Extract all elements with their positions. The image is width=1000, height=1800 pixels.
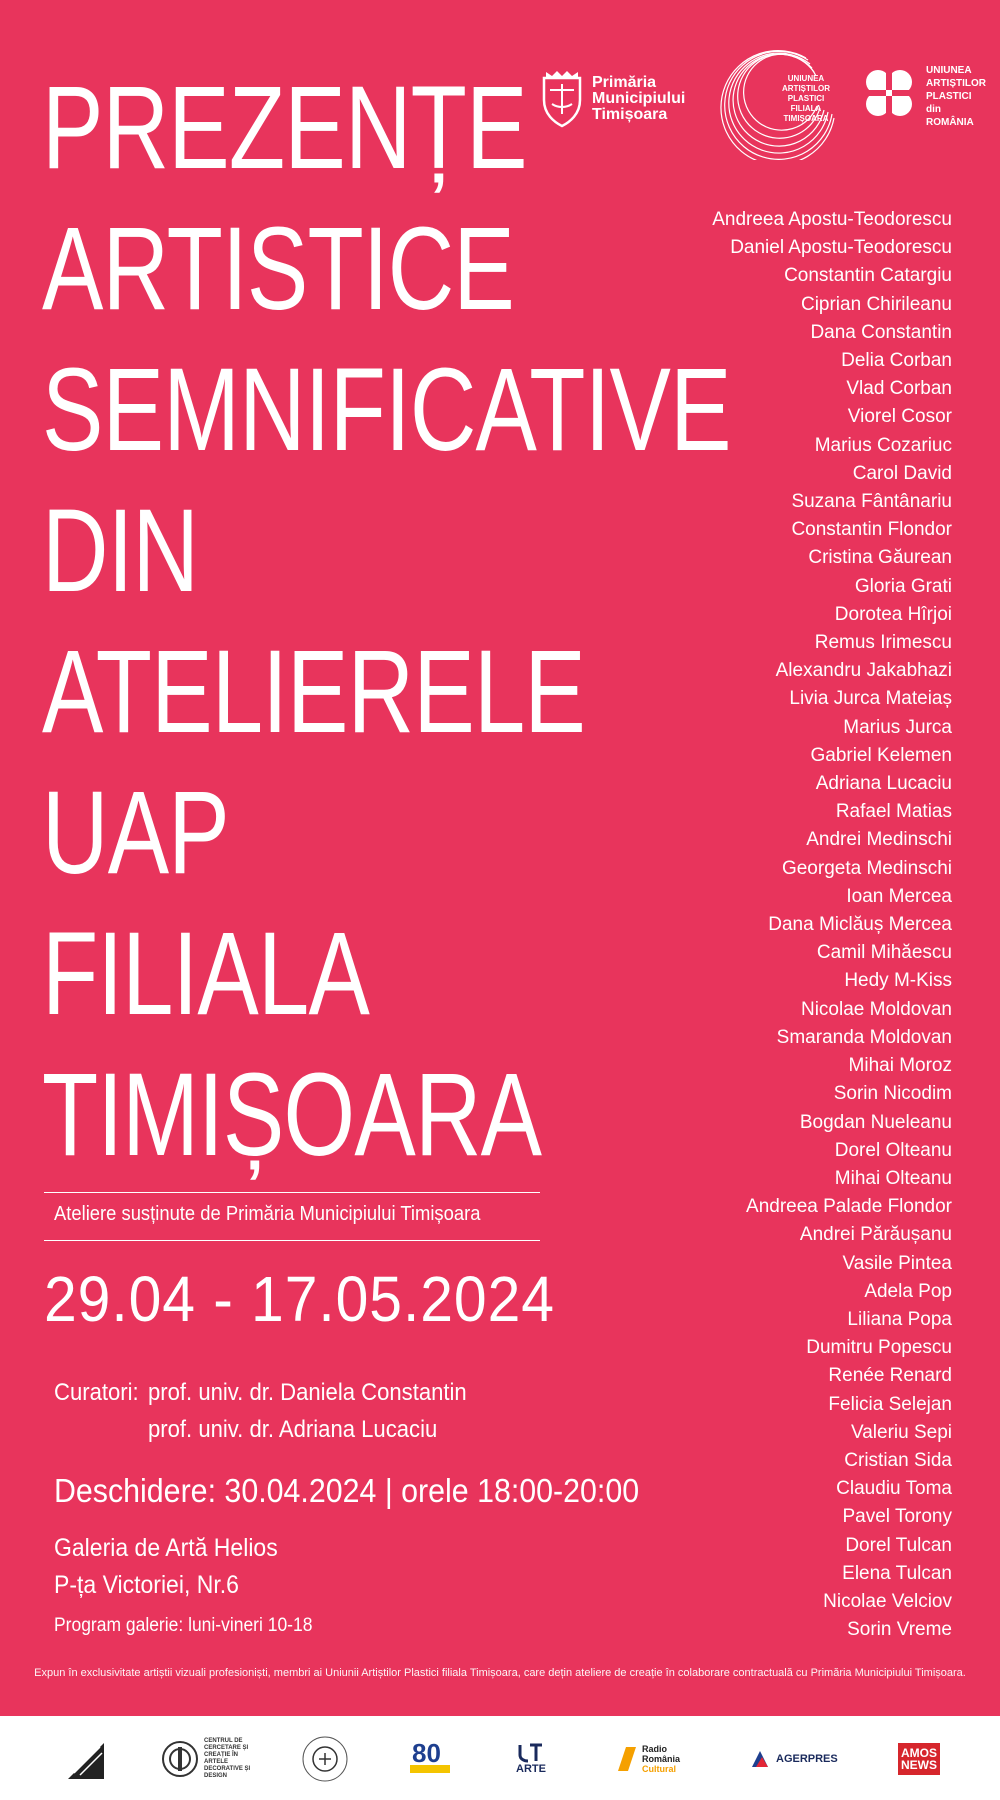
- artist-name: Constantin Flondor: [791, 519, 952, 541]
- gallery-hours: Program galerie: luni-vineri 10-18: [54, 1615, 313, 1636]
- artist-name: Constantin Catargiu: [784, 265, 952, 287]
- artist-name: Dumitru Popescu: [806, 1337, 952, 1359]
- primaria-logo-line: Primăria: [592, 74, 657, 91]
- curator-name: prof. univ. dr. Adriana Lucaciu: [148, 1416, 438, 1443]
- uap-romania-line: ARTIȘTILOR: [926, 78, 986, 89]
- artist-name: Hedy M-Kiss: [844, 970, 952, 992]
- uap-filiala-line: TIMIȘOARA: [783, 114, 829, 123]
- artist-name: Sorin Nicodim: [833, 1083, 952, 1105]
- uap-filiala-line: ARTIȘTILOR: [782, 84, 830, 93]
- artist-name: Gabriel Kelemen: [810, 744, 952, 766]
- radio-romania-icon: [616, 1745, 638, 1773]
- centrul-line: DESIGN: [204, 1773, 228, 1779]
- title-line: DIN: [42, 485, 199, 617]
- subtitle: Ateliere susținute de Primăria Municipiului Timișoara: [54, 1203, 481, 1225]
- amos-line: NEWS: [901, 1758, 937, 1772]
- curator-name: prof. univ. dr. Daniela Constantin: [148, 1379, 467, 1406]
- artist-name: Claudiu Toma: [836, 1478, 952, 1500]
- artist-name: Dana Miclăuș Mercea: [768, 914, 952, 936]
- artist-name: Cristian Sida: [844, 1449, 952, 1471]
- artist-name: Alexandru Jakabhazi: [775, 660, 952, 682]
- radio-line: România: [642, 1754, 681, 1764]
- uap-filiala-line: PLASTICI: [787, 94, 825, 103]
- uap-filiala-line: FILIALA: [790, 104, 822, 113]
- artist-name: Felicia Selejan: [828, 1393, 952, 1415]
- centrul-cercetare-text: [204, 1738, 250, 1780]
- uap-romania-line: UNIUNEA: [926, 65, 972, 76]
- title-line: UAP: [42, 767, 229, 899]
- artist-name: Elena Tulcan: [842, 1562, 952, 1584]
- sponsor-radio-romania-cultural: [616, 1736, 680, 1782]
- radio-line: Cultural: [642, 1764, 677, 1774]
- eighty-text: 80: [412, 1738, 441, 1768]
- title-line: ARTISTICE: [42, 203, 515, 335]
- artist-name: Pavel Torony: [842, 1506, 952, 1528]
- exhibition-dates: 29.04 - 17.05.2024: [44, 1263, 555, 1335]
- uvt-arte-mark: [516, 1743, 546, 1775]
- uap-romania-logo: [860, 64, 986, 129]
- uap-filiala-logo-text: [776, 74, 836, 124]
- artist-name: Viorel Cosor: [847, 406, 952, 428]
- artist-name: Dana Constantin: [810, 321, 952, 343]
- artist-name: Carol David: [852, 462, 952, 484]
- radio-line: Radio: [642, 1744, 668, 1754]
- opening-info: Deschidere: 30.04.2024 | orele 18:00-20:00: [54, 1472, 640, 1509]
- artist-name: Delia Corban: [841, 350, 952, 372]
- artist-name: Ioan Mercea: [846, 885, 952, 907]
- divider-top: [44, 1192, 540, 1193]
- artist-name: Camil Mihăescu: [816, 942, 952, 964]
- artist-name: Dorel Tulcan: [845, 1534, 952, 1556]
- sponsor-amos-news: [898, 1736, 940, 1782]
- sponsor-logo-stairs: [66, 1736, 106, 1782]
- amos-news-badge: [898, 1743, 940, 1775]
- sponsor-centrul-cercetare: [160, 1736, 250, 1782]
- radio-text: [642, 1744, 680, 1774]
- artists-list: [592, 206, 952, 1644]
- artist-name: Adriana Lucaciu: [815, 773, 952, 795]
- agerpres-text: AGERPRES: [776, 1753, 838, 1765]
- artist-name: Liliana Popa: [847, 1308, 952, 1330]
- disclaimer: Expun în exclusivitate artiștii vizuali profesioniști, membri ai Uniunii Artiștilor Plastici filiala Timișoara, care dețin ateliere de creație în colaborare contractuală cu Primăria Municipiului Timișoara.: [34, 1667, 966, 1679]
- artist-name: Ciprian Chirileanu: [800, 293, 952, 315]
- centrul-line: CERCETARE ȘI: [204, 1745, 249, 1751]
- artist-name: Sorin Vreme: [847, 1619, 952, 1641]
- artist-name: Bogdan Nueleanu: [799, 1111, 952, 1133]
- uap-romania-logo-text: [926, 64, 986, 129]
- amos-line: AMOS: [901, 1746, 937, 1760]
- centrul-line: DECORATIVE ȘI: [204, 1766, 251, 1772]
- artist-name: Dorotea Hîrjoi: [834, 603, 952, 625]
- artist-name: Adela Pop: [864, 1280, 952, 1302]
- title-line: SEMNIFICATIVE: [42, 344, 731, 476]
- galeria-helios-seal-icon: [300, 1734, 350, 1784]
- divider-bottom: [44, 1240, 540, 1241]
- artist-name: Vasile Pintea: [842, 1252, 952, 1274]
- primaria-logo-line: Municipiului: [592, 90, 686, 107]
- title-line: PREZENȚE: [42, 62, 527, 194]
- gallery-address: P-ța Victoriei, Nr.6: [54, 1571, 239, 1599]
- artist-name: Marius Cozariuc: [814, 434, 952, 456]
- artist-name: Livia Jurca Mateiaș: [789, 688, 952, 710]
- uap-romania-line: ROMÂNIA: [926, 117, 974, 128]
- artist-name: Rafael Matias: [835, 801, 952, 823]
- title-line: FILIALA: [42, 908, 370, 1040]
- artist-name: Marius Jurca: [843, 716, 952, 738]
- artist-name: Daniel Apostu-Teodorescu: [730, 237, 952, 259]
- sponsor-galeria-helios: [300, 1736, 350, 1782]
- title-line: TIMIȘOARA: [42, 1049, 542, 1181]
- artist-name: Vlad Corban: [846, 378, 952, 400]
- title-line: ATELIERELE: [42, 626, 585, 758]
- gallery-name: Galeria de Artă Helios: [54, 1534, 278, 1562]
- artist-name: Andrei Părăușanu: [799, 1224, 952, 1246]
- sponsor-80-years: [408, 1736, 452, 1782]
- artist-name: Valeriu Sepi: [850, 1421, 952, 1443]
- artist-name: Mihai Olteanu: [834, 1167, 952, 1189]
- artist-name: Andrei Medinschi: [806, 829, 952, 851]
- artist-name: Renée Renard: [828, 1365, 952, 1387]
- uvt-arte-text: ARTE: [516, 1763, 546, 1775]
- centrul-line: CENTRUL DE: [204, 1738, 243, 1744]
- artist-name: Smaranda Moldovan: [776, 1026, 952, 1048]
- uap-romania-cross-icon: [860, 64, 918, 122]
- uap-filiala-line: UNIUNEA: [787, 74, 825, 83]
- stairs-logo-icon: [66, 1737, 106, 1781]
- uvt-icon: [518, 1743, 544, 1763]
- uap-romania-line: PLASTICI: [926, 91, 972, 102]
- sponsor-uvt-arte: [516, 1736, 546, 1782]
- artist-name: Gloria Grati: [854, 575, 952, 597]
- centrul-cercetare-icon: [160, 1739, 200, 1779]
- artist-name: Nicolae Moldovan: [800, 998, 952, 1020]
- artist-name: Andreea Palade Flondor: [746, 1196, 952, 1218]
- artist-name: Mihai Moroz: [848, 1055, 952, 1077]
- artist-name: Cristina Găurean: [808, 547, 952, 569]
- primaria-logo-line: Timișoara: [592, 106, 668, 123]
- sponsor-footer: [0, 1716, 1000, 1800]
- centrul-line: ARTELE: [204, 1759, 228, 1765]
- artist-name: Dorel Olteanu: [834, 1139, 952, 1161]
- artist-name: Andreea Apostu-Teodorescu: [712, 209, 952, 230]
- sponsor-agerpres: [748, 1736, 838, 1782]
- artist-name: Nicolae Velciov: [823, 1590, 952, 1612]
- centrul-line: CREAȚIE ÎN: [204, 1752, 239, 1758]
- artist-name: Suzana Fântânariu: [791, 491, 952, 513]
- artist-name: Remus Irimescu: [814, 632, 952, 654]
- curators-label: Curatori:: [54, 1379, 139, 1406]
- agerpres-icon: [748, 1747, 772, 1771]
- artist-name: Georgeta Medinschi: [781, 857, 952, 879]
- uap-romania-line: din: [926, 104, 941, 115]
